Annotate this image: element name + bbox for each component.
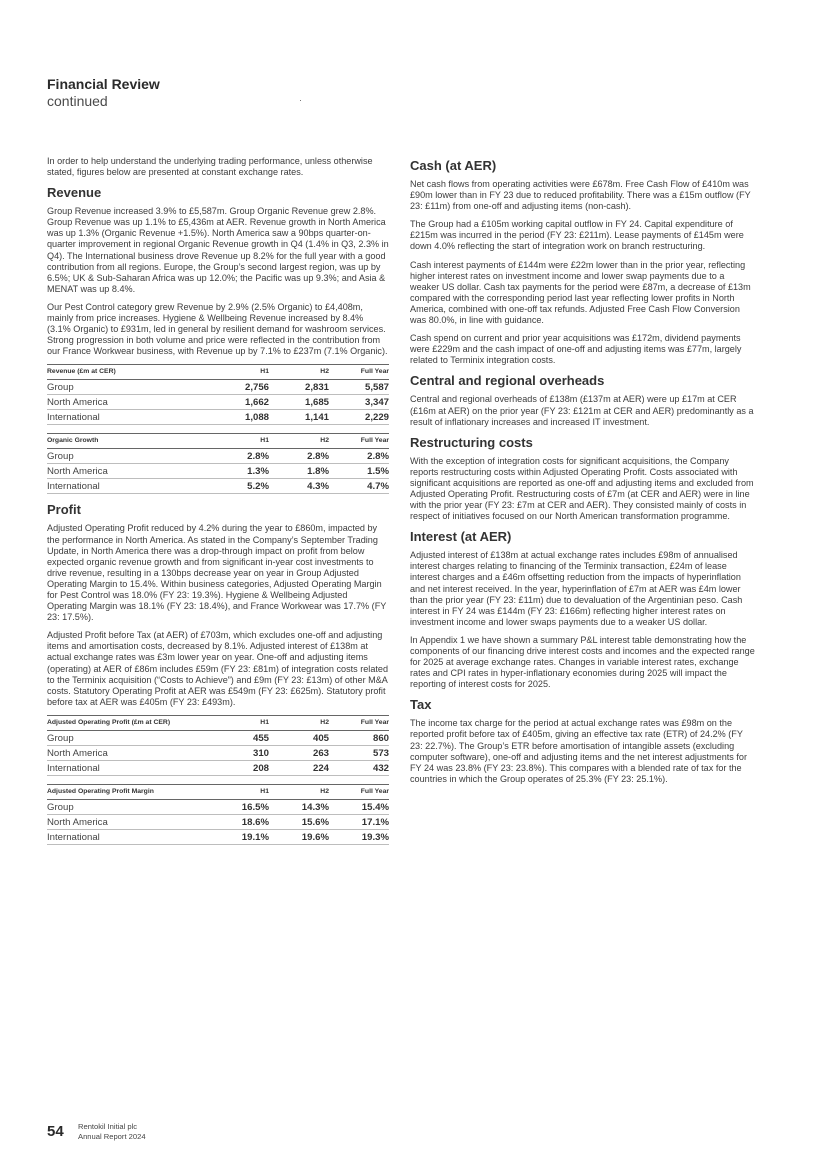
table-header: Adjusted Operating Profit (£m at CER) (47, 715, 214, 730)
footer-publication (78, 1122, 146, 1141)
intro-paragraph: In order to help understand the underlying trading performance, unless otherwise stated, figures below are presented at constant exchange rates. (47, 156, 373, 178)
table-header: H1 (214, 715, 269, 730)
table-cell: 1,685 (269, 395, 329, 410)
table-row (47, 410, 389, 425)
table-cell: 2,756 (214, 380, 269, 395)
table-cell: 405 (269, 730, 329, 745)
table-cell: 15.6% (269, 814, 329, 829)
table-header: Full Year (329, 784, 389, 799)
table-row (47, 745, 389, 760)
table-cell: 4.7% (329, 479, 389, 494)
cash-paragraph-4: Cash spend on current and prior year acquisitions was £172m, dividend payments were £229m and the cash impact of one-off and adjusting items was £77m, largely related to Terminix integration costs. (410, 333, 742, 366)
revenue-paragraph-1: Group Revenue increased 3.9% to £5,587m. Group Organic Revenue grew 2.8%. Group Revenue was up 1.1% to £5,436m at AER. Revenue growth in North America was up 1.3% (Organic Revenue +1.5%). North America saw a 90bps quarter-on-quarter improvement in regional Organic Revenue growth in Q4 (1.4% in Q3, 2.3% in Q4). The International business drove Revenue up 8.2% for the full year with a good contribution from all regions. Europe, the Group’s second largest region, was up by 6.5%; UK & Sub-Saharan Africa was up 12.0%; the Pacific was up 9.3%; and Asia & MENAT was up 8.4%. (47, 206, 389, 294)
table-cell: International (47, 760, 214, 775)
central-overheads-heading: Central and regional overheads (410, 373, 605, 389)
table-header: Organic Growth (47, 434, 214, 449)
table-row (47, 380, 389, 395)
table-row (47, 464, 389, 479)
revenue-table (47, 364, 389, 425)
section-subtitle: continued (47, 93, 108, 109)
organic-growth-table (47, 433, 389, 494)
table-header: H1 (214, 365, 269, 380)
table-cell: Group (47, 449, 214, 464)
page-number: 54 (47, 1123, 64, 1140)
table-cell: North America (47, 395, 214, 410)
revenue-paragraph-2: Our Pest Control category grew Revenue by 2.9% (2.5% Organic) to £4,408m, mainly from price increases. Hygiene & Wellbeing Revenue increased by 8.4% (3.1% Organic) to £931m, led in general by resilient demand for washroom services. Strong progression in both volume and price were reflected in the contribution from our France Workwear business, with Revenue up by 7.1% to £237m (7.1% Organic). (47, 301, 388, 357)
table-header: H1 (214, 434, 269, 449)
table-cell: International (47, 829, 214, 844)
table-cell: 573 (329, 745, 389, 760)
table-cell: 1.8% (269, 464, 329, 479)
table-cell: 2.8% (214, 449, 269, 464)
table-cell: 2,229 (329, 410, 389, 425)
table-row (47, 395, 389, 410)
table-cell: 4.3% (269, 479, 329, 494)
table-row (47, 730, 389, 745)
table-header: H2 (269, 784, 329, 799)
table-cell: 224 (269, 760, 329, 775)
page-header (47, 76, 160, 110)
table-cell: International (47, 410, 214, 425)
table-cell: 208 (214, 760, 269, 775)
table-header: Full Year (329, 715, 389, 730)
table-header: H1 (214, 784, 269, 799)
restructuring-heading: Restructuring costs (410, 434, 533, 450)
cash-paragraph-1: Net cash flows from operating activities were £678m. Free Cash Flow of £410m was £90m lower than in FY 23 due to reduced profitability. There was a £15m outflow (FY 23: £11m) from one-off and adjusting items (non-cash). (410, 179, 751, 212)
table-row (47, 814, 389, 829)
left-column (47, 156, 389, 853)
interest-heading: Interest (at AER) (410, 529, 512, 545)
table-cell: 455 (214, 730, 269, 745)
central-overheads-paragraph: Central and regional overheads of £138m (£137m at AER) were up £17m at CER (£16m at AER) on the prior year (FY 23: £121m at CER and AER) predominantly as a result of inflationary increases and increased IT investment. (410, 394, 754, 427)
revenue-heading: Revenue (47, 185, 102, 201)
table-header: H2 (269, 365, 329, 380)
table-row (47, 829, 389, 844)
table-header: H2 (269, 715, 329, 730)
table-header-row (47, 715, 389, 730)
restructuring-paragraph: With the exception of integration costs for significant acquisitions, the Company reports restructuring costs within Adjusted Operating Profit. Costs associated with significant acquisitions are reported as one-off and adjusting items and excluded from Adjusted Operating Profit. Restructuring costs of £7m (at CER and AER) were in line with the prior year (FY 23: £7m at CER and AER). They consisted mainly of costs in respect of initiatives focused on our North American transformation programme. (410, 455, 754, 522)
table-header-row (47, 365, 389, 380)
table-header: Full Year (329, 365, 389, 380)
tax-paragraph: The income tax charge for the period at actual exchange rates was £98m on the reported profit before tax of £405m, giving an effective tax rate (ETR) of 24.2% (FY 23: 22.7%). The Group’s ETR before amortisation of intangible assets (excluding computer software), one-off and adjusting items and the net interest adjustments for FY 24 was 23.8% (FY 23: 23.8%). This compares with a blended rate of tax for the countries in which the Group operates of 25.3% (FY 23: 25.1%). (410, 718, 747, 784)
table-cell: 1,141 (269, 410, 329, 425)
table-cell: 2.8% (269, 449, 329, 464)
table-cell: 19.6% (269, 829, 329, 844)
table-cell: 1,088 (214, 410, 269, 425)
table-cell: 432 (329, 760, 389, 775)
tax-heading: Tax (410, 697, 432, 713)
table-cell: 15.4% (329, 799, 389, 814)
table-cell: International (47, 479, 214, 494)
table-cell: 860 (329, 730, 389, 745)
cash-paragraph-3: Cash interest payments of £144m were £22m lower than in the prior year, reflecting higher interest rates on investment income and lower swap payments due to a weaker US dollar. Cash tax payments for the period were £87m, a decrease of £13m compared with the corresponding period last year reflecting lower profits in North America, combined with one-off tax refunds. Adjusted Free Cash Flow Conversion was 80.0%, in line with guidance. (410, 259, 751, 326)
table-cell: 1,662 (214, 395, 269, 410)
table-cell: 263 (269, 745, 329, 760)
cash-heading: Cash (at AER) (410, 158, 497, 173)
table-row (47, 449, 389, 464)
table-header: Revenue (£m at CER) (47, 365, 214, 380)
table-cell: 14.3% (269, 799, 329, 814)
table-header: Adjusted Operating Profit Margin (47, 784, 214, 799)
company-name: Rentokil Initial plc (78, 1122, 138, 1131)
table-cell: 19.1% (214, 829, 269, 844)
adjusted-operating-margin-table (47, 784, 389, 845)
table-cell: 3,347 (329, 395, 389, 410)
table-cell: 2,831 (269, 380, 329, 395)
interest-paragraph-2: In Appendix 1 we have shown a summary P&L interest table demonstrating how the components of our financing drive interest costs and incomes and the expected range for 2025 at average exchange rates. Changes in variable interest rates, exchange rates and CPI rates in hyper-inflationary economies during 2025 will impact the reporting of interest costs for 2025. (410, 634, 755, 690)
right-column (410, 156, 755, 792)
table-header-row (47, 784, 389, 799)
cash-paragraph-2: The Group had a £105m working capital outflow in FY 24. Capital expenditure of £215m was incurred in the period (FY 23: £211m). Lease payments of £145m were down 4.0% reflecting the start of integration work on branch restructuring. (410, 219, 744, 252)
table-cell: 310 (214, 745, 269, 760)
profit-paragraph-2: Adjusted Profit before Tax (at AER) of £703m, which excludes one-off and adjusting items and amortisation costs, decreased by 8.1%. Adjusted interest of £138m at actual exchange rates was £3m lower year on year. One-off and adjusting items (operating) at AER of £86m includes £59m (FY 23: £81m) of integration costs related to the Terminix acquisition (“Costs to Achieve”) and £9m (FY 23: £13m) of other M&A costs. Statutory Operating Profit at AER was £549m (FY 23: £625m). Statutory profit before tax at AER was £405m (FY 23: £493m). (47, 630, 389, 707)
stray-dot (300, 100, 301, 101)
table-cell: 19.3% (329, 829, 389, 844)
table-cell: 18.6% (214, 814, 269, 829)
table-header-row (47, 434, 389, 449)
section-title: Financial Review (47, 76, 160, 92)
table-cell: Group (47, 730, 214, 745)
profit-heading: Profit (47, 502, 81, 518)
table-cell: 1.3% (214, 464, 269, 479)
table-row (47, 760, 389, 775)
table-cell: North America (47, 745, 214, 760)
table-cell: Group (47, 380, 214, 395)
report-name: Annual Report 2024 (78, 1131, 146, 1141)
table-header: H2 (269, 434, 329, 449)
table-row (47, 479, 389, 494)
table-cell: 1.5% (329, 464, 389, 479)
table-cell: 16.5% (214, 799, 269, 814)
profit-paragraph-1: Adjusted Operating Profit reduced by 4.2% during the year to £860m, impacted by the performance in North America. As stated in the Company’s September Trading Update, in North America there was a drop-through impact on profit from below expected organic revenue growth and from significant in-year cost investments to drive revenue, resulting in a 130bps decrease year on year in Group Adjusted Operating Margin to 15.4%. Within business categories, Adjusted Operating Margin for Pest Control was 18.0% (FY 23: 19.3%). Hygiene & Wellbeing Adjusted Operating Margin was 18.1% (FY 23: 18.4%), and France Workwear was 17.7% (FY 23: 17.5%). (47, 523, 387, 623)
table-cell: Group (47, 799, 214, 814)
table-cell: 5.2% (214, 479, 269, 494)
table-cell: North America (47, 464, 214, 479)
table-cell: North America (47, 814, 214, 829)
table-cell: 2.8% (329, 449, 389, 464)
table-cell: 5,587 (329, 380, 389, 395)
table-header: Full Year (329, 434, 389, 449)
adjusted-operating-profit-table (47, 715, 389, 776)
table-row (47, 799, 389, 814)
interest-paragraph-1: Adjusted interest of £138m at actual exchange rates includes £98m of annualised interest charges relating to financing of the Terminix transaction, £24m of lease interest charges and a £46m offsetting reduction from the impacts of hyperinflation and net interest received. In the year, hyperinflation of £7m at AER was £4m lower than the prior year (FY 23: £11m) due to devaluation of the Argentinian peso. Cash interest in FY 24 was £144m (FY 23: £166m) reflecting higher interest rates on investment income and lower swaps payments due to a weaker US dollar. (410, 550, 743, 627)
table-cell: 17.1% (329, 814, 389, 829)
